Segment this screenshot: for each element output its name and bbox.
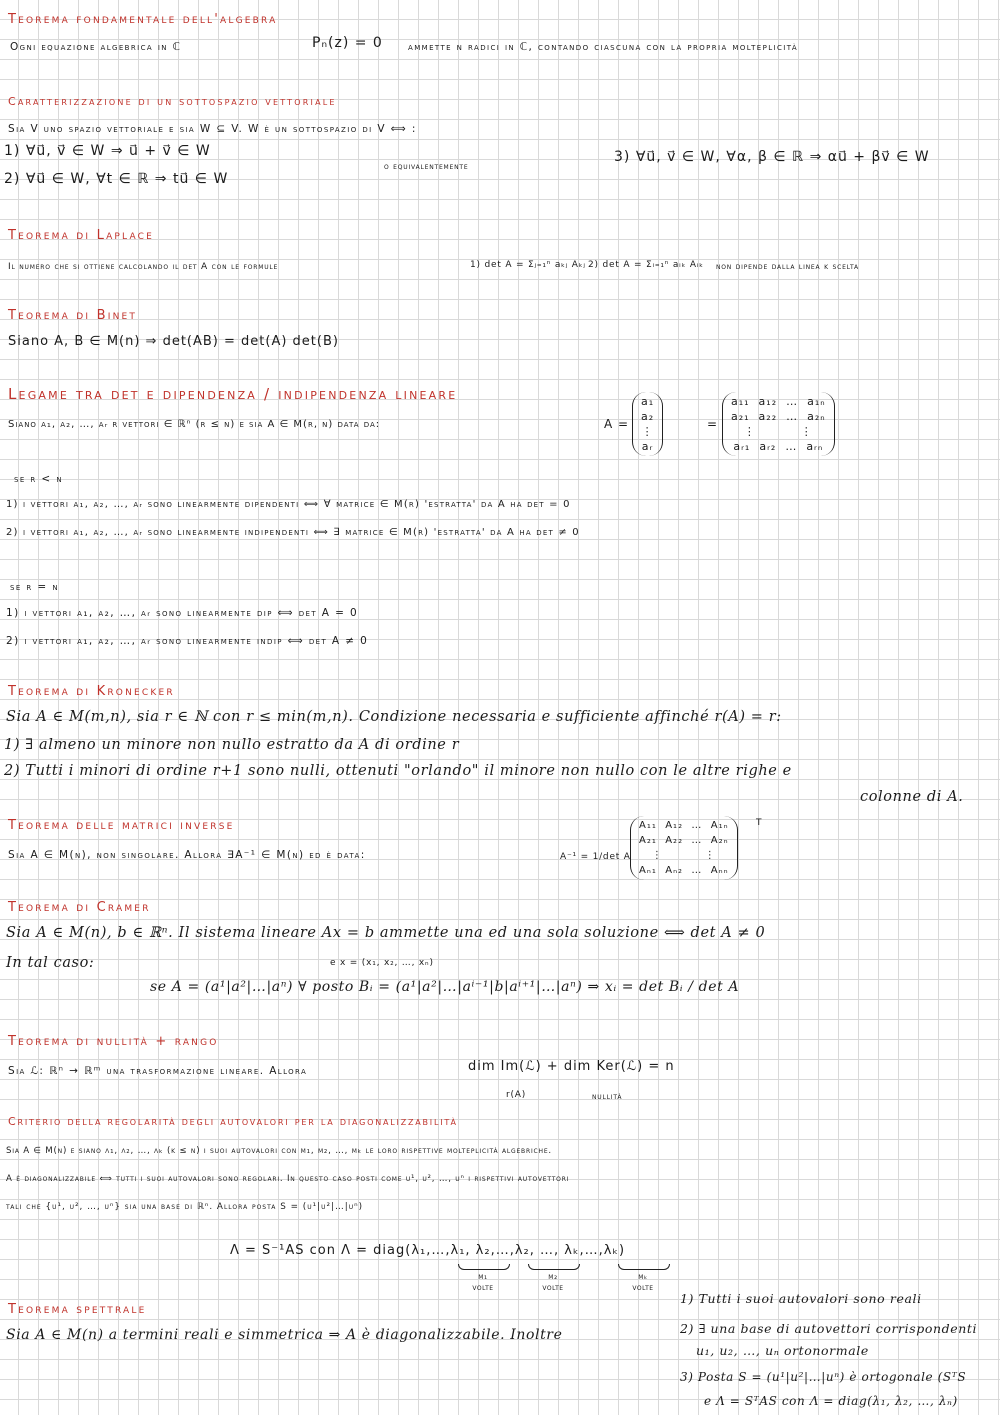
legame-case-2: se r = n: [10, 581, 59, 593]
cramer-line-2: In tal caso:: [6, 955, 95, 971]
fondamentale-text-c: ammette n radici in ℂ, contando ciascuna con la propria molteplicità: [408, 41, 799, 53]
fondamentale-formula: Pₙ(z) = 0: [312, 35, 383, 51]
nullita-rank-label: r(A): [506, 1090, 527, 1100]
binet-text: Siano A, B ∈ M(n) ⇒ det(AB) = det(A) det(B): [8, 334, 339, 349]
legame-case-1-1: 1) i vettori a₁, a₂, …, aᵣ sono linearmente dipendenti ⟺ ∀ matrice ∈ M(r) 'estratta' da A ha det = 0: [6, 499, 571, 510]
sottospazio-cond-3: 3) ∀u⃗, v⃗ ∈ W, ∀α, β ∈ ℝ ⇒ αu⃗ + βv⃗ ∈ W: [614, 149, 930, 165]
laplace-formula-2: 2) det A = Σᵢ₌₁ⁿ aᵢₖ Aᵢₖ: [588, 260, 704, 270]
inverse-lhs: A⁻¹ = 1/det A: [560, 852, 631, 862]
legame-intro: Siano a₁, a₂, …, aᵣ r vettori ∈ ℝⁿ (r ≤ n) e sia A ∈ M(r, n) data da:: [8, 419, 381, 430]
spettrale-text: Sia A ∈ M(n) a termini reali e simmetrica ⇒ A è diagonalizzabile. Inoltre: [6, 1327, 563, 1343]
legame-case-2-1: 1) i vettori a₁, a₂, …, aᵣ sono linearmente dip ⟺ det A = 0: [6, 607, 359, 619]
sottospazio-equiv: o equivalentemente: [384, 162, 469, 172]
sottospazio-cond-1: 1) ∀u⃗, v⃗ ∈ W ⇒ u⃗ + v⃗ ∈ W: [4, 143, 211, 159]
nullita-nullity-label: nullità: [592, 1092, 623, 1101]
fondamentale-text-a: Ogni equazione algebrica in ℂ: [10, 41, 182, 53]
section-title-binet: Teorema di Binet: [8, 308, 138, 323]
legame-matrix-full: a₁₁ a₁₂ … a₁ₙ a₂₁ a₂₂ … a₂ₙ ⋮ ⋮ aᵣ₁ aᵣ₂ … aᵣₙ: [722, 392, 835, 456]
inverse-transpose: T: [756, 818, 763, 828]
brace-m1: [458, 1264, 510, 1270]
cramer-line-2b: e x = (x₁, x₂, …, xₙ): [330, 958, 434, 968]
section-title-kronecker: Teorema di Kronecker: [8, 684, 175, 699]
laplace-text-a: Il numero che si ottiene calcolando il det A con le formule: [8, 262, 279, 272]
section-title-criterio: Criterio della regolarità degli autovalori per la diagonalizzabilità: [8, 1115, 458, 1128]
inverse-matrix: A₁₁ A₁₂ … A₁ₙ A₂₁ A₂₂ … A₂ₙ ⋮ ⋮ Aₙ₁ Aₙ₂ … Aₙₙ: [630, 816, 738, 880]
legame-case-1-2: 2) i vettori a₁, a₂, …, aᵣ sono linearmente indipendenti ⟺ ∃ matrice ∈ M(r) 'estratta' da A ha det ≠ 0: [6, 527, 580, 538]
volte-label-3: volte: [632, 1283, 654, 1292]
inverse-text: Sia A ∈ M(n), non singolare. Allora ∃A⁻¹ ∈ M(n) ed è data:: [8, 849, 366, 861]
sottospazio-cond-2: 2) ∀u⃗ ∈ W, ∀t ∈ ℝ ⇒ tu⃗ ∈ W: [4, 171, 229, 187]
volte-label-2: volte: [542, 1283, 564, 1292]
criterio-line-1: Sia A ∈ M(n) e siano λ₁, λ₂, …, λₖ (k ≤ n) i suoi autovalori con m₁, m₂, …, mₖ le loro rispettive molteplicità algebriche.: [6, 1146, 552, 1156]
criterio-line-3: tali che {u¹, u², …, uⁿ} sia una base di ℝⁿ. Allora posta S = (u¹|u²|…|uⁿ): [6, 1202, 364, 1212]
spettrale-point-2b: u₁, u₂, …, uₙ ortonormale: [696, 1343, 869, 1358]
criterio-formula: Λ = S⁻¹AS con Λ = diag(λ₁,…,λ₁, λ₂,…,λ₂, …, λₖ,…,λₖ): [230, 1243, 626, 1258]
legame-case-2-2: 2) i vettori a₁, a₂, …, aᵣ sono linearmente indip ⟺ det A ≠ 0: [6, 635, 369, 647]
kronecker-line-3: 2) Tutti i minori di ordine r+1 sono nulli, ottenuti "orlando" il minore non nullo con le altre righe e: [4, 763, 792, 779]
laplace-text-b: non dipende dalla linea k scelta: [716, 262, 859, 272]
legame-matrix-rows: a₁ a₂ ⋮ aᵣ: [632, 392, 663, 456]
section-title-nullita: Teorema di nullità + rango: [8, 1034, 219, 1049]
kronecker-line-4: colonne di A.: [860, 789, 964, 805]
section-title-laplace: Teorema di Laplace: [8, 228, 155, 243]
sottospazio-intro: Sia V uno spazio vettoriale e sia W ⊆ V. W è un sottospazio di V ⟺ :: [8, 123, 417, 135]
spettrale-point-1: 1) Tutti i suoi autovalori sono reali: [680, 1291, 922, 1306]
section-title-sottospazio: Caratterizzazione di un sottospazio vettoriale: [8, 95, 337, 108]
section-title-cramer: Teorema di Cramer: [8, 900, 151, 915]
kronecker-line-1: Sia A ∈ M(m,n), sia r ∈ ℕ con r ≤ min(m,n). Condizione necessaria e sufficiente affinché r(A) = r:: [6, 709, 782, 725]
legame-case-1: se r < n: [14, 473, 63, 485]
legame-eq: =: [707, 417, 719, 431]
brace-mk: [618, 1264, 670, 1270]
cramer-line-3: se A = (a¹|a²|…|aⁿ) ∀ posto Bᵢ = (a¹|a²|…|aⁱ⁻¹|b|aⁱ⁺¹|…|aⁿ) ⇒ xᵢ = det Bᵢ / det A: [150, 979, 740, 995]
nullita-text: Sia ℒ: ℝⁿ → ℝᵐ una trasformazione lineare. Allora: [8, 1065, 308, 1077]
cramer-line-1: Sia A ∈ M(n), b ∈ ℝⁿ. Il sistema lineare Ax = b ammette una ed una sola soluzione ⟺ det A ≠ 0: [6, 925, 766, 941]
spettrale-point-3a: 3) Posta S = (u¹|u²|…|uⁿ) è ortogonale (SᵀS: [680, 1370, 967, 1384]
brace-m2: [528, 1264, 580, 1270]
section-title-legame: Legame tra det e dipendenza / indipendenza lineare: [8, 385, 458, 403]
kronecker-line-2: 1) ∃ almeno un minore non nullo estratto da A di ordine r: [4, 737, 460, 753]
m1-label: m₁: [478, 1272, 488, 1281]
section-title-inverse: Teorema delle matrici inverse: [8, 818, 235, 833]
spettrale-point-2a: 2) ∃ una base di autovettori corrispondenti: [680, 1321, 978, 1336]
section-title-fondamentale: Teorema fondamentale dell'algebra: [8, 12, 278, 27]
legame-lhs: A =: [604, 417, 630, 431]
volte-label-1: volte: [472, 1283, 494, 1292]
criterio-line-2: A è diagonalizzabile ⟺ tutti i suoi autovalori sono regolari. In questo caso posti come u¹, u², …, uⁿ i rispettivi autovettori: [6, 1174, 570, 1184]
section-title-spettrale: Teorema spettrale: [8, 1302, 147, 1317]
spettrale-point-3b: e Λ = SᵀAS con Λ = diag(λ₁, λ₂, …, λₙ): [704, 1394, 958, 1408]
nullita-formula: dim Im(ℒ) + dim Ker(ℒ) = n: [468, 1059, 675, 1074]
mk-label: mₖ: [638, 1272, 648, 1281]
laplace-formula-1: 1) det A = Σⱼ₌₁ⁿ aₖⱼ Aₖⱼ: [470, 260, 586, 270]
m2-label: m₂: [548, 1272, 558, 1281]
